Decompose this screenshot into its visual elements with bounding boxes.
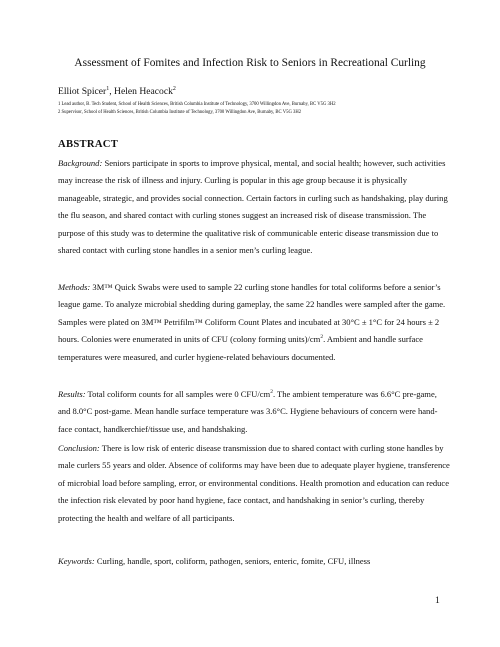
background-paragraph — [58, 155, 450, 259]
author-line — [58, 86, 176, 97]
section-heading: ABSTRACT — [58, 139, 119, 150]
paragraph-label: Background: — [58, 158, 103, 168]
conclusion-paragraph — [58, 440, 450, 527]
results-paragraph — [58, 386, 450, 438]
paragraph-label: Results: — [58, 389, 86, 399]
affiliation-marker: 1 — [106, 86, 110, 92]
paragraph-text: There is low risk of enteric disease transmission due to shared contact with curling stone handles by male curlers 55 years and older. Absence of coliforms may have been due to adequate player hygiene, transference of microbial load before sampling, error, or environmental conditions. Health promotion and education can reduce the infection risk elevated by poor hand hygiene, face contact, and handshaking in senior’s curling, thereby protecting the health and welfare of all participants. — [58, 443, 450, 523]
paragraph-label: Methods: — [58, 282, 91, 292]
superscript: 2 — [270, 389, 273, 396]
affiliation-line: 1 Lead author, B. Tech Student, School of Health Sciences, British Columbia Institute of Technology, 3700 Willingdon Ave, Burnaby, BC V5G 3H2 — [58, 102, 336, 107]
paragraph-label: Conclusion: — [58, 443, 100, 453]
affiliation-line: 2 Supervisor, School of Health Sciences, British Columbia Institute of Technology, 3700 Willingdon Ave, Burnaby, BC V5G 3H2 — [58, 110, 302, 115]
affiliation-marker: 2 — [172, 86, 176, 92]
methods-paragraph — [58, 279, 450, 366]
paper-title: Assessment of Fomites and Infection Risk to Seniors in Recreational Curling — [74, 57, 426, 69]
paragraph-label: Keywords: — [58, 556, 95, 566]
superscript: 2 — [320, 334, 324, 341]
paragraph-text: . Ambient and handle surface temperatures were measured, and curler hygiene-related behaviours documented. — [58, 334, 423, 362]
author-separator: , — [109, 86, 115, 98]
paragraph-text: . The ambient temperature was 6.6°C pre-game, and 8.0°C post-game. Mean handle surface temperature was 3.6°C. Hygiene behaviours of concern were hand-face contact, handkerchief/tissue use, and handshaking. — [58, 389, 438, 434]
author-name: Elliot Spicer — [58, 86, 107, 98]
paragraph-text: Total coliform counts for all samples were 0 CFU/cm — [85, 389, 271, 399]
author-name: Helen Heacock — [114, 86, 173, 98]
paragraph-text: Seniors participate in sports to improve physical, mental, and social health; however, such activities may increase the risk of illness and injury. Curling is popular in this age group because it is physically manageable, strategic, and provides social connection. Certain factors in curling such as handshaking, play during the flu season, and shared contact with curling stones suggest an increased risk of disease transmission. The purpose of this study was to determine the qualitative risk of communicable enteric disease transmission due to shared contact with curling stone handles in a senior men’s curling league. — [58, 158, 448, 256]
paragraph-text: 3M™ Quick Swabs were used to sample 22 curling stone handles for total coliforms before a senior’s league game. To analyze microbial shedding during gameplay, the same 22 handles were sampled after the game. Samples were plated on 3M™ Petrifilm™ Coliform Count Plates and incubated at 30°C ± 1°C for 24 hours ± 2 hours. Colonies were enumerated in units of CFU (colony forming units)/cm — [58, 282, 446, 345]
paragraph-text: Curling, handle, sport, coliform, pathogen, seniors, enteric, fomite, CFU, illness — [94, 556, 371, 566]
page-number: 1 — [435, 595, 440, 606]
keywords-paragraph — [58, 553, 450, 570]
